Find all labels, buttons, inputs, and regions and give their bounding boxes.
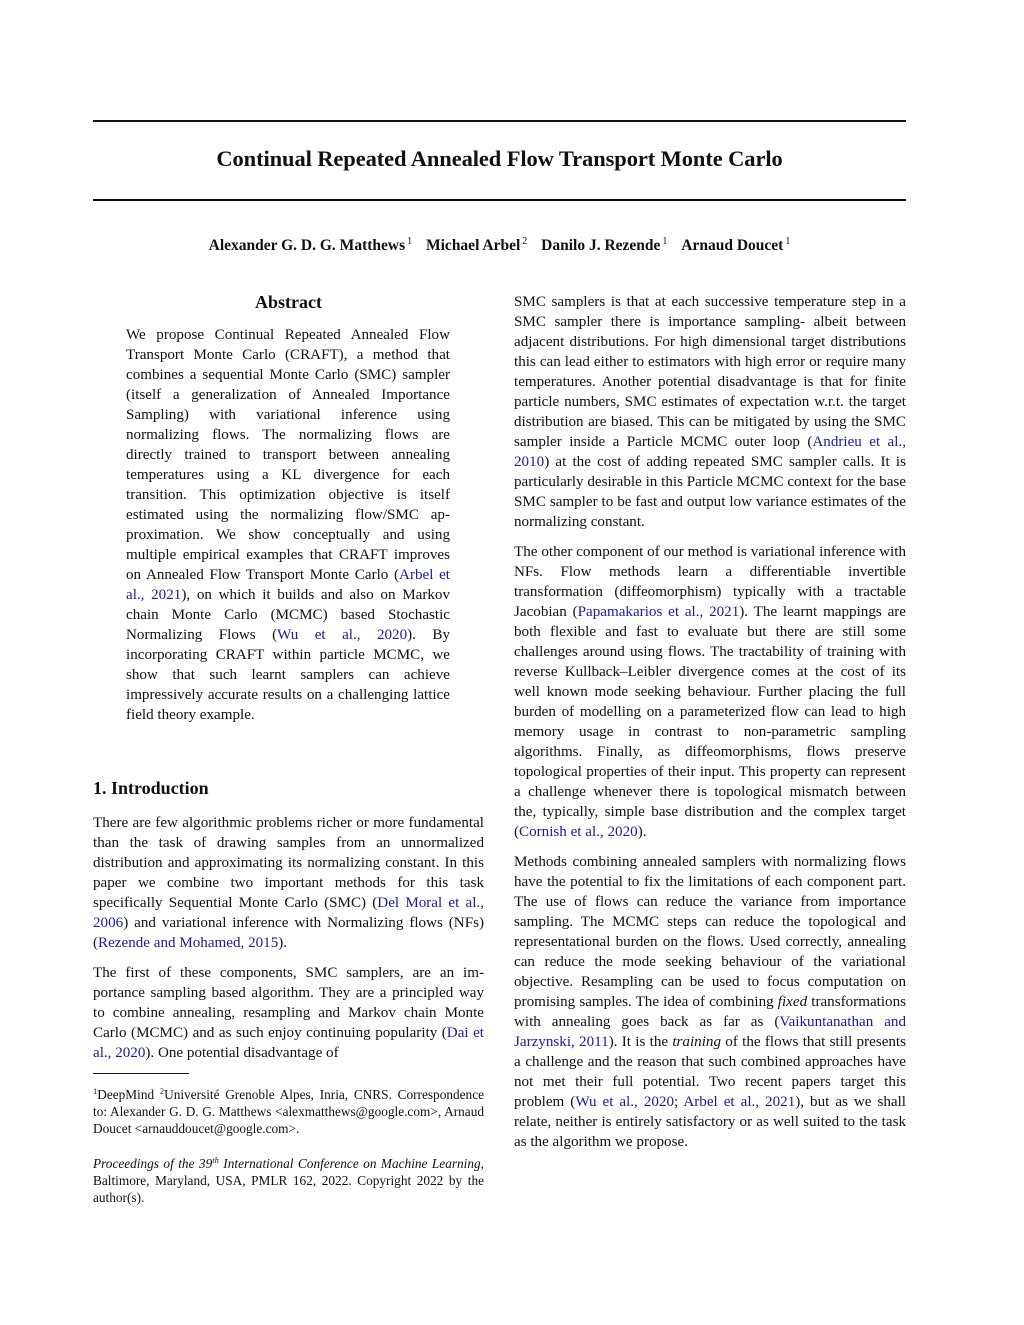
citation-link[interactable]: Wu et al., 2020 xyxy=(575,1094,675,1110)
author-name: Alexander G. D. G. Matthews xyxy=(208,237,406,254)
emphasis-text: fixed xyxy=(777,994,808,1010)
citation-link[interactable]: Cornish et al., 2020 xyxy=(519,824,638,840)
body-paragraph xyxy=(514,292,906,532)
citation-link[interactable]: Arbel et al., 2021 xyxy=(683,1094,796,1110)
title-bottom-rule xyxy=(93,199,906,201)
footnote-mark: 2 xyxy=(159,1086,165,1096)
citation-link[interactable]: Papamakarios et al., 2021 xyxy=(577,604,740,620)
author-affiliation-mark: 2 xyxy=(522,236,528,247)
author-name: Michael Arbel xyxy=(426,237,521,254)
paragraph-text: ). The learnt mappings are both flexible and fast to evaluate but there are still some challenges around using flows. The tractability of training with reverse Kullback–Leibler divergence comes at the cost of its well known mode seeking behaviour. Further placing the full burden of modelling on a parameterized flow can lead to high memory usage in contrast to non-parametric sampling algorithms. Finally, as diffeomorphisms, flows preserve topological properties of their input. This property can represent a challenge whenever there is topological mismatch between the, typically, simple base distribution and the complex target ( xyxy=(514,604,906,840)
author xyxy=(426,237,527,254)
emphasis-text: training xyxy=(672,1034,722,1050)
author xyxy=(209,237,412,254)
paragraph-text: Methods combining annealed samplers with normalizing flows have the potential to fix the limitations of each component part. The use of flows can reduce the variance from importance sampling. The MCMC steps can reduce the topological and representational burden on the flows. Used correctly, annealing can reduce the mode seeking behaviour of the variational objective. Resampling can be used to focus computation on promising samples. The idea of combining xyxy=(514,854,906,1010)
paragraph-text: The first of these components, SMC samplers, are an importance sampling based algorithm. They are a principled way to combine annealing, resampling and Markov chain Monte Carlo (MCMC) and as such enjoy continuing popularity ( xyxy=(93,965,484,1041)
paragraph-text: There are few algorithmic problems richer or more fundamental than the task of drawing samples from an unnormalized distribution and approximating its normalizing constant. In this paper we combine two important methods for this task specifically Sequential Monte Carlo (SMC) ( xyxy=(93,815,484,911)
paragraph-text: ). One potential disadvantage of xyxy=(145,1045,339,1061)
paragraph-text: ), but as we shall relate, neither is entirely satisfactory or as well suited to the task as the algorithm we propose. xyxy=(514,1094,906,1150)
footnote-text: Université Grenoble Alpes, Inria, CNRS. Correspondence to: Alexander G. D. G. Matthews <alexmatthews@google.com>, Arnaud Doucet <arnauddoucet@google.com>. xyxy=(93,1087,484,1136)
paragraph-text: SMC samplers is that at each successive temperature step in a SMC sampler there is importance sampling- albeit between adjacent distributions. For high dimensional target distributions this can lead either to estimators with high error or require many temperatures. Another potential disadvantage is that for finite particle numbers, SMC estimates of expectation w.r.t. the target distribution are biased. This can be mitigated by using the SMC sampler inside a Particle MCMC outer loop ( xyxy=(514,294,906,450)
abstract-heading: Abstract xyxy=(255,292,322,312)
abstract-text: We propose Continual Repeated Annealed Flow Transport Monte Carlo (CRAFT), a method that combines a sequential Monte Carlo (SMC) sampler (itself a generalization of Annealed Importance Sampling) with variational inference using normalizing flows. The normalizing flows are directly trained to transport between annealing temperatures using a KL divergence for each transition. This optimization objective is itself estimated using the normalizing flow/SMC approximation. We show conceptually and using multiple empirical examples that CRAFT improves on Annealed Flow Transport Monte Carlo ( xyxy=(126,327,450,583)
citation-link[interactable]: Rezende and Mohamed, 2015 xyxy=(98,935,279,951)
citation-link[interactable]: Andrieu et al., 2010 xyxy=(514,434,906,470)
author-affiliation-mark: 1 xyxy=(785,236,791,247)
paragraph-text: ) at the cost of adding repeated SMC sampler calls. It is particularly desirable in this Particle MCMC context for the base SMC sampler to be fast and output low variance estimates of the normalizing constant. xyxy=(514,454,906,530)
author-list xyxy=(93,236,906,255)
body-paragraph xyxy=(514,542,906,842)
footnote-rule xyxy=(93,1073,189,1074)
footnote-text: International Conference on Machine Learning xyxy=(218,1156,481,1171)
paragraph-text: ). It is the xyxy=(608,1034,673,1050)
intro-paragraph xyxy=(93,963,484,1063)
paper-title: Continual Repeated Annealed Flow Transport Monte Carlo xyxy=(216,146,783,171)
citation-link[interactable]: Dai et al., 2020 xyxy=(93,1025,484,1061)
author-affiliation-mark: 1 xyxy=(407,236,413,247)
footnote-text: 39 xyxy=(198,1156,213,1171)
right-column xyxy=(514,292,906,1162)
citation-link[interactable]: Wu et al., 2020 xyxy=(277,627,408,643)
footnote-text: th xyxy=(212,1155,219,1165)
paragraph-text: ) and variational inference with Normalizing flows (NFs) ( xyxy=(93,915,484,951)
section-heading-introduction: 1. Introduction xyxy=(93,778,209,798)
paragraph-text: The other component of our method is variational inference with NFs. Flow methods learn a differentiable invertible transformation (diffeomorphism) typically with a tractable Jacobian ( xyxy=(514,544,906,620)
citation-link[interactable]: Del Moral et al., 2006 xyxy=(93,895,484,931)
abstract-text: ), on which it builds and also on Markov chain Monte Carlo (MCMC) based Stochastic Normalizing Flows ( xyxy=(126,587,450,643)
footnote-text: DeepMind xyxy=(97,1087,160,1102)
author-affiliation-mark: 1 xyxy=(662,236,668,247)
abstract-body xyxy=(126,325,450,725)
affiliation-footnote xyxy=(93,1083,484,1137)
paragraph-text: transformations with annealing goes back as far as ( xyxy=(514,994,906,1030)
intro-paragraph xyxy=(93,813,484,953)
author-name: Danilo J. Rezende xyxy=(541,237,661,254)
body-paragraph xyxy=(514,852,906,1152)
paragraph-text: ). xyxy=(278,935,288,951)
footnote-mark: 1 xyxy=(93,1086,98,1096)
left-column xyxy=(93,292,484,1206)
proceedings-footnote xyxy=(93,1152,484,1206)
title-top-rule xyxy=(93,120,906,122)
author xyxy=(681,237,790,254)
abstract-text: ). By incorporating CRAFT within particle MCMC, we show that such learnt samplers can achieve impressively accurate results on a challenging lattice field theory example. xyxy=(126,627,450,723)
paragraph-text: ; xyxy=(674,1094,684,1110)
citation-link[interactable]: Vaikuntanathan and Jarzynski, 2011 xyxy=(514,1014,907,1050)
footnote-text: Proceedings of the xyxy=(93,1156,199,1171)
footnote-text: , Baltimore, Maryland, USA, PMLR 162, 2022. Copyright 2022 by the author(s). xyxy=(93,1156,484,1205)
author-name: Arnaud Doucet xyxy=(681,237,784,254)
paragraph-text: ). xyxy=(637,824,647,840)
author xyxy=(541,237,667,254)
citation-link[interactable]: Arbel et al., 2021 xyxy=(126,567,450,603)
paragraph-text: of the flows that still presents a challenge and the reason that such combined approaches have not met their full potential. Two recent papers target this problem ( xyxy=(514,1034,907,1110)
